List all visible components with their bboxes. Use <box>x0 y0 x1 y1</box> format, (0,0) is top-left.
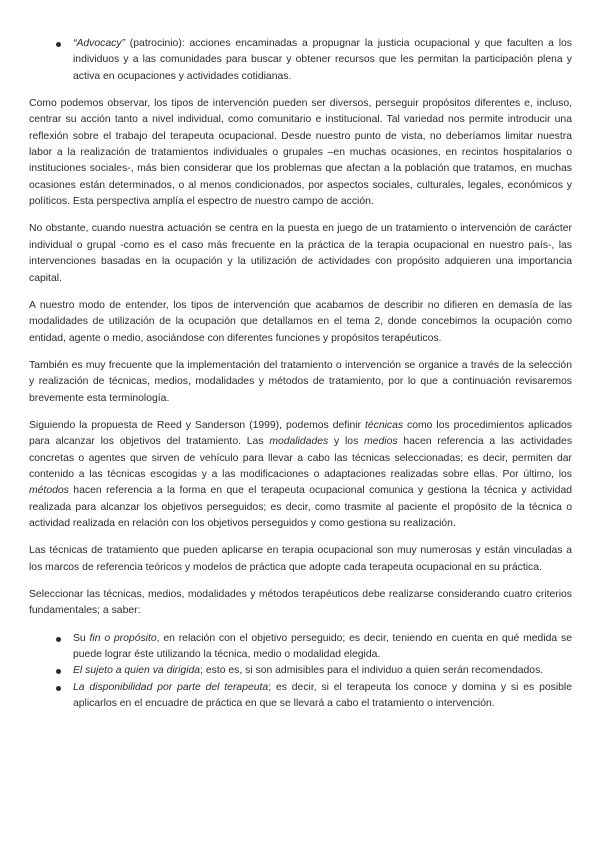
list-item-text: , en relación con el objetivo perseguido; es decir, teniendo en cuenta en qué medida se puede lograr éste utilizando la técnica, medio o modalidad elegida. <box>73 632 572 661</box>
list-item-prefix: Su <box>73 632 90 644</box>
paragraph: También es muy frecuente que la implementación del tratamiento o intervención se organice a través de la selección y realización de técnicas, medios, modalidades y métodos de tratamiento, por lo que a continuación revisaremos brevemente esta terminología. <box>29 359 572 404</box>
bullet-list-criteria <box>29 631 572 713</box>
list-item <box>73 631 572 664</box>
text-run: y los <box>328 436 365 448</box>
list-item-text: (patrocinio): acciones encaminadas a propugnar la justicia ocupacional y que faculten a los individuos y a las comunidades para buscar y obtener recursos que les permitan la participación plena y activa en ocupaciones y actividades cotidianas. <box>73 38 572 82</box>
paragraph: No obstante, cuando nuestra actuación se centra en la puesta en juego de un tratamiento o intervención de carácter individual o grupal -como es el caso más frecuente en la práctica de la terapia ocupacional en nuestro país-, las intervenciones basadas en la ocupación y la utilización de actividades con propósito adquieren una importancia capital. <box>29 223 572 284</box>
paragraph: Como podemos observar, los tipos de intervención pueden ser diversos, perseguir propósitos diferentes e, incluso, centrar su acción tanto a nivel individual, como comunitario e institucional. Tal variedad nos permite introducir una reflexión sobre el trabajo del terapeuta ocupacional. Desde nuestro punto de vista, no deberíamos limitar nuestra labor a la realización de tratamientos individuales o grupales –en muchas ocasiones, en recintos hospitalarios o instituciones sociales-, más bien considerar que los problemas que afectan a la población que tratamos, en muchas ocasiones están determinados, o al menos condicionados, por aspectos sociales, culturales, legales, económicos y políticos. Esta perspectiva amplía el espectro de nuestro campo de acción. <box>29 97 572 208</box>
bullet-list-top <box>29 36 572 85</box>
term-emphasis: técnicas <box>364 419 404 431</box>
term-emphasis: medios <box>364 436 398 448</box>
paragraph-reed-sanderson <box>29 418 572 533</box>
list-item-text: ; es decir, si el terapeuta los conoce y domina y si es posible aplicarlos en el encuadre de práctica en que se llevará a cabo el tratamiento o intervención. <box>73 681 573 710</box>
list-item-lead: “Advocacy” <box>73 38 125 49</box>
list-item-emphasis: fin o propósito <box>89 632 157 644</box>
text-run: Siguiendo la propuesta de Reed y Sanderson (1999), podemos definir <box>29 419 365 431</box>
text-run: como los procedimientos aplicados para alcanzar los objetivos del tratamiento. Las <box>29 419 572 448</box>
paragraph: Las técnicas de tratamiento que pueden aplicarse en terapia ocupacional son muy numerosas y están vinculadas a los marcos de referencia teóricos y modelos de práctica que adopte cada terapeuta ocupacional en su práctica. <box>29 545 572 573</box>
text-run: hacen referencia a la forma en que el terapeuta ocupacional comunica y gestiona la técnica y actividad realizada para alcanzar los objetivos perseguidos; es decir, como trasmite al paciente el propósito de la técnica o actividad realizada en relación con los objetivos perseguidos y como gestiona su realización. <box>29 485 572 530</box>
text-run: hacen referencia a las actividades concretas o agentes que sirven de vehículo para llevar a cabo las técnicas seleccionadas; es decir, permiten dar contenido a las técnicas escogidas y a las modificaciones o adaptaciones realizadas sobre ellas. Por último, los <box>29 436 573 481</box>
paragraph: Seleccionar las técnicas, medios, modalidades y métodos terapéuticos debe realizarse considerando cuatro criterios fundamentales; a saber: <box>29 589 572 617</box>
list-item-text: ; esto es, si son admisibles para el individuo a quien serán recomendados. <box>200 665 544 677</box>
list-item-emphasis: El sujeto a quien va dirigida <box>73 665 201 677</box>
list-item-emphasis: La disponibilidad por parte del terapeuta <box>73 681 269 693</box>
paragraph: A nuestro modo de entender, los tipos de intervención que acabamos de describir no difieren en demasía de las modalidades de utilización de la ocupación que detallamos en el tema 2, donde concebimos la ocupación como entidad, agente o medio, asociándose con diferentes funciones y propósitos terapéuticos. <box>29 299 572 344</box>
list-item <box>73 680 572 713</box>
list-item <box>73 36 572 85</box>
list-item <box>73 663 572 679</box>
term-emphasis: métodos <box>29 485 69 497</box>
term-emphasis: modalidades <box>269 436 329 448</box>
